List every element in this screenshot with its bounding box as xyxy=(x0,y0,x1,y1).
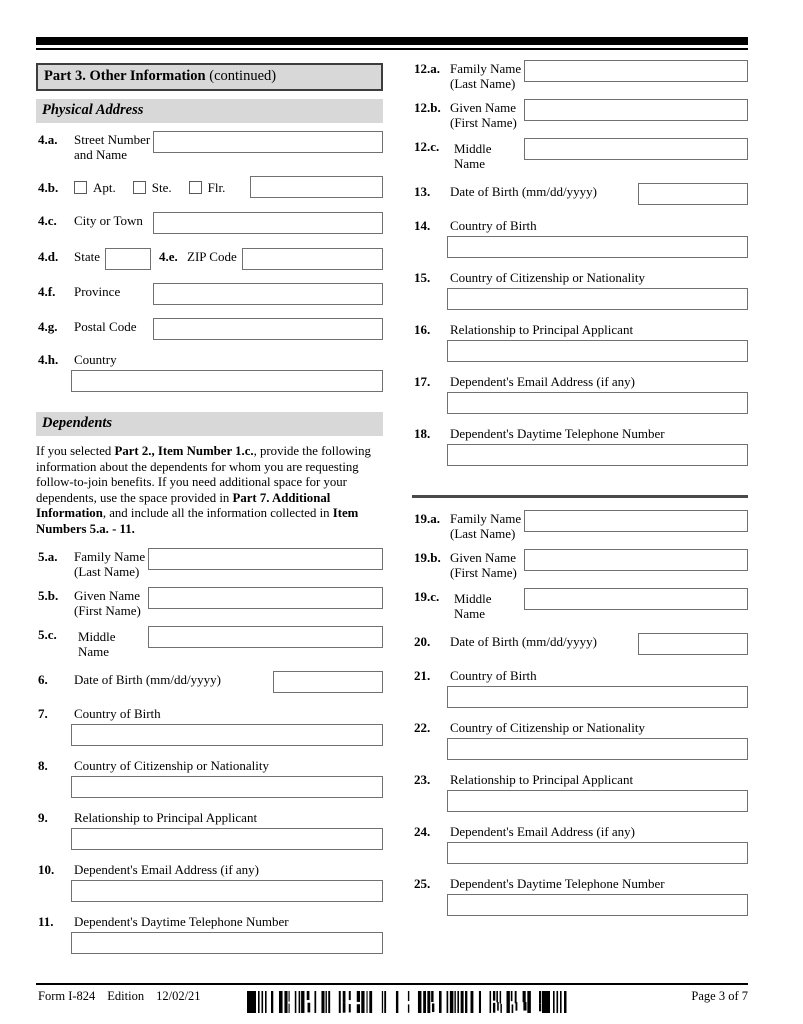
middle-name-row xyxy=(36,626,383,659)
family-name-row xyxy=(412,510,748,541)
item-number: 7. xyxy=(38,705,48,721)
family-name-input[interactable] xyxy=(524,510,748,532)
email-label: Dependent's Email Address (if any) xyxy=(450,374,636,389)
middle-name-input[interactable] xyxy=(524,588,748,610)
given-name-row xyxy=(412,549,748,580)
family-name-row xyxy=(412,60,748,91)
item-number: 9. xyxy=(38,809,48,825)
item-number: 11. xyxy=(38,913,54,929)
country-label: Country xyxy=(74,352,117,367)
edition-date: 12/02/21 xyxy=(156,989,201,1003)
item-number: 5.a. xyxy=(38,548,58,564)
relationship-label: Relationship to Principal Applicant xyxy=(74,809,258,825)
family-name-input[interactable] xyxy=(148,548,383,570)
dependents-instructions: If you selected Part 2., Item Number 1.c., provide the following information about the dependents for whom you are requesting follow-to-join benefits. If you need additional space for your dependents, use the space provided in Part 7. Additional Information, and include all the information collected in Item Numbers 5.a. - 11. xyxy=(36,444,371,536)
street-input[interactable] xyxy=(153,131,383,153)
relationship-label: Relationship to Principal Applicant xyxy=(450,771,634,787)
dependents-heading: Dependents xyxy=(36,412,383,436)
email-input[interactable] xyxy=(71,880,383,902)
given-name-label: Given Name (First Name) xyxy=(450,549,517,580)
email-input[interactable] xyxy=(447,842,748,864)
part-header xyxy=(36,63,383,91)
phone-label: Dependent's Daytime Telephone Number xyxy=(74,913,289,929)
item-number: 13. xyxy=(414,184,431,199)
item-number: 4.g. xyxy=(38,319,58,334)
left-column xyxy=(36,60,383,954)
given-name-row xyxy=(36,587,383,618)
item-number: 18. xyxy=(414,426,431,441)
state-zip-row xyxy=(36,248,383,270)
item-number: 8. xyxy=(38,757,48,773)
citizenship-field xyxy=(36,757,383,798)
item-number: 22. xyxy=(414,719,431,735)
date-of-birth-input[interactable] xyxy=(638,633,748,655)
middle-name-label: Middle Name xyxy=(454,141,492,171)
country-input[interactable] xyxy=(71,370,383,392)
relationship-field xyxy=(412,771,748,812)
citizenship-label: Country of Citizenship or Nationality xyxy=(74,757,269,773)
country-of-birth-field xyxy=(412,667,748,708)
apt-label: Apt. xyxy=(93,180,116,195)
flr-checkbox[interactable] xyxy=(189,181,202,194)
family-name-label: Family Name (Last Name) xyxy=(450,61,522,91)
date-of-birth-label: Date of Birth (mm/dd/yyyy) xyxy=(74,671,221,687)
date-of-birth-label: Date of Birth (mm/dd/yyyy) xyxy=(450,633,597,649)
page-number: Page 3 of 7 xyxy=(691,989,748,1003)
phone-field xyxy=(412,875,748,916)
province-row xyxy=(36,283,383,305)
item-number: 14. xyxy=(414,218,431,233)
postal-code-row xyxy=(36,318,383,340)
item-number: 4.f. xyxy=(38,284,56,299)
dependent-block xyxy=(412,510,748,916)
item-number: 15. xyxy=(414,270,431,285)
country-of-birth-field xyxy=(412,217,748,258)
phone-input[interactable] xyxy=(71,932,383,954)
email-field xyxy=(412,373,748,414)
phone-label: Dependent's Daytime Telephone Number xyxy=(450,426,665,441)
ste-checkbox[interactable] xyxy=(133,181,146,194)
province-input[interactable] xyxy=(153,283,383,305)
item-number: 21. xyxy=(414,667,431,683)
city-label: City or Town xyxy=(74,213,143,228)
middle-name-row xyxy=(412,138,748,171)
item-number: 5.b. xyxy=(38,587,59,603)
family-name-input[interactable] xyxy=(524,60,748,82)
physical-address-heading: Physical Address xyxy=(36,99,383,123)
apt-checkbox[interactable] xyxy=(74,181,87,194)
item-number: 19.a. xyxy=(414,510,440,526)
country-of-birth-label: Country of Birth xyxy=(450,667,537,683)
given-name-label: Given Name (First Name) xyxy=(74,587,141,618)
postal-code-label: Postal Code xyxy=(74,319,137,334)
item-number: 19.b. xyxy=(414,549,441,565)
country-of-birth-label: Country of Birth xyxy=(450,218,537,233)
date-of-birth-input[interactable] xyxy=(638,183,748,205)
zip-label: ZIP Code xyxy=(187,249,237,264)
part-continued: (continued) xyxy=(205,68,277,84)
item-number: 4.d. xyxy=(38,249,59,264)
country-of-birth-input[interactable] xyxy=(447,686,748,708)
zip-input[interactable] xyxy=(242,248,383,270)
footer-rule xyxy=(36,983,748,985)
phone-field xyxy=(412,425,748,466)
item-number: 20. xyxy=(414,633,431,649)
unit-row xyxy=(36,176,383,198)
city-row xyxy=(36,212,383,234)
family-name-label: Family Name (Last Name) xyxy=(450,510,522,541)
citizenship-field xyxy=(412,719,748,760)
postal-code-input[interactable] xyxy=(153,318,383,340)
phone-input[interactable] xyxy=(447,444,748,466)
item-number: 12.a. xyxy=(414,61,440,76)
given-name-input[interactable] xyxy=(148,587,383,609)
family-name-label: Family Name (Last Name) xyxy=(74,548,146,579)
item-number: 17. xyxy=(414,374,431,389)
dependent-3-host xyxy=(412,510,748,916)
street-label: Street Number and Name xyxy=(74,132,151,162)
relationship-label: Relationship to Principal Applicant xyxy=(450,322,634,337)
unit-number-input[interactable] xyxy=(250,176,383,198)
item-number: 24. xyxy=(414,823,431,839)
phone-input[interactable] xyxy=(447,894,748,916)
middle-name-input[interactable] xyxy=(524,138,748,160)
middle-name-label: Middle Name xyxy=(454,590,492,621)
state-label: State xyxy=(74,249,100,264)
dependent-block xyxy=(412,60,748,466)
email-label: Dependent's Email Address (if any) xyxy=(450,823,636,839)
country-of-birth-field xyxy=(36,705,383,746)
citizenship-field xyxy=(412,269,748,310)
email-field xyxy=(412,823,748,864)
dependent-1-host xyxy=(36,548,383,954)
form-number: Form I-824 xyxy=(38,989,96,1003)
province-label: Province xyxy=(74,284,121,299)
relationship-input[interactable] xyxy=(447,340,748,362)
phone-field xyxy=(36,913,383,954)
country-of-birth-input[interactable] xyxy=(447,236,748,258)
item-number: 12.c. xyxy=(414,139,440,154)
relationship-input[interactable] xyxy=(447,790,748,812)
flr-label: Flr. xyxy=(207,180,226,195)
relationship-input[interactable] xyxy=(71,828,383,850)
email-field xyxy=(36,861,383,902)
item-number: 4.c. xyxy=(38,213,57,228)
date-of-birth-input[interactable] xyxy=(273,671,383,693)
middle-name-input[interactable] xyxy=(148,626,383,648)
item-number: 12.b. xyxy=(414,100,441,115)
family-name-row xyxy=(36,548,383,579)
item-number: 10. xyxy=(38,861,55,877)
date-of-birth-row xyxy=(412,633,748,655)
date-of-birth-row xyxy=(412,183,748,205)
date-of-birth-label: Date of Birth (mm/dd/yyyy) xyxy=(450,184,597,199)
relationship-field xyxy=(36,809,383,850)
citizenship-input[interactable] xyxy=(447,738,748,760)
item-number: 4.b. xyxy=(38,180,59,195)
top-rule xyxy=(36,37,748,50)
ste-label: Ste. xyxy=(151,180,172,195)
middle-name-label: Middle Name xyxy=(78,628,116,659)
phone-label: Dependent's Daytime Telephone Number xyxy=(450,875,665,891)
item-number: 5.c. xyxy=(38,626,57,642)
country-field xyxy=(36,351,383,392)
country-of-birth-label: Country of Birth xyxy=(74,705,161,721)
email-label: Dependent's Email Address (if any) xyxy=(74,861,260,877)
city-input[interactable] xyxy=(153,212,383,234)
date-of-birth-row xyxy=(36,671,383,693)
edition-label: Edition xyxy=(107,989,145,1003)
block-divider xyxy=(412,495,748,498)
email-input[interactable] xyxy=(447,392,748,414)
item-number: 4.h. xyxy=(38,352,59,367)
item-number: 19.c. xyxy=(414,588,440,604)
item-number: 23. xyxy=(414,771,431,787)
dependent-2-host xyxy=(412,60,748,466)
given-name-label: Given Name (First Name) xyxy=(450,100,517,130)
dependent-block xyxy=(36,548,383,954)
middle-name-row xyxy=(412,588,748,621)
given-name-input[interactable] xyxy=(524,99,748,121)
item-number: 25. xyxy=(414,875,431,891)
form-content xyxy=(36,60,748,954)
citizenship-input[interactable] xyxy=(447,288,748,310)
given-name-input[interactable] xyxy=(524,549,748,571)
item-number: 16. xyxy=(414,322,431,337)
item-number: 4.a. xyxy=(38,132,58,147)
right-column xyxy=(412,60,748,954)
street-row xyxy=(36,131,383,162)
item-number: 4.e. xyxy=(159,249,178,264)
country-of-birth-input[interactable] xyxy=(71,724,383,746)
citizenship-input[interactable] xyxy=(71,776,383,798)
citizenship-label: Country of Citizenship or Nationality xyxy=(450,719,645,735)
item-number: 6. xyxy=(38,671,48,687)
part-title: Part 3. Other Information xyxy=(44,68,206,84)
given-name-row xyxy=(412,99,748,130)
state-input[interactable] xyxy=(105,248,151,270)
citizenship-label: Country of Citizenship or Nationality xyxy=(450,270,645,285)
relationship-field xyxy=(412,321,748,362)
